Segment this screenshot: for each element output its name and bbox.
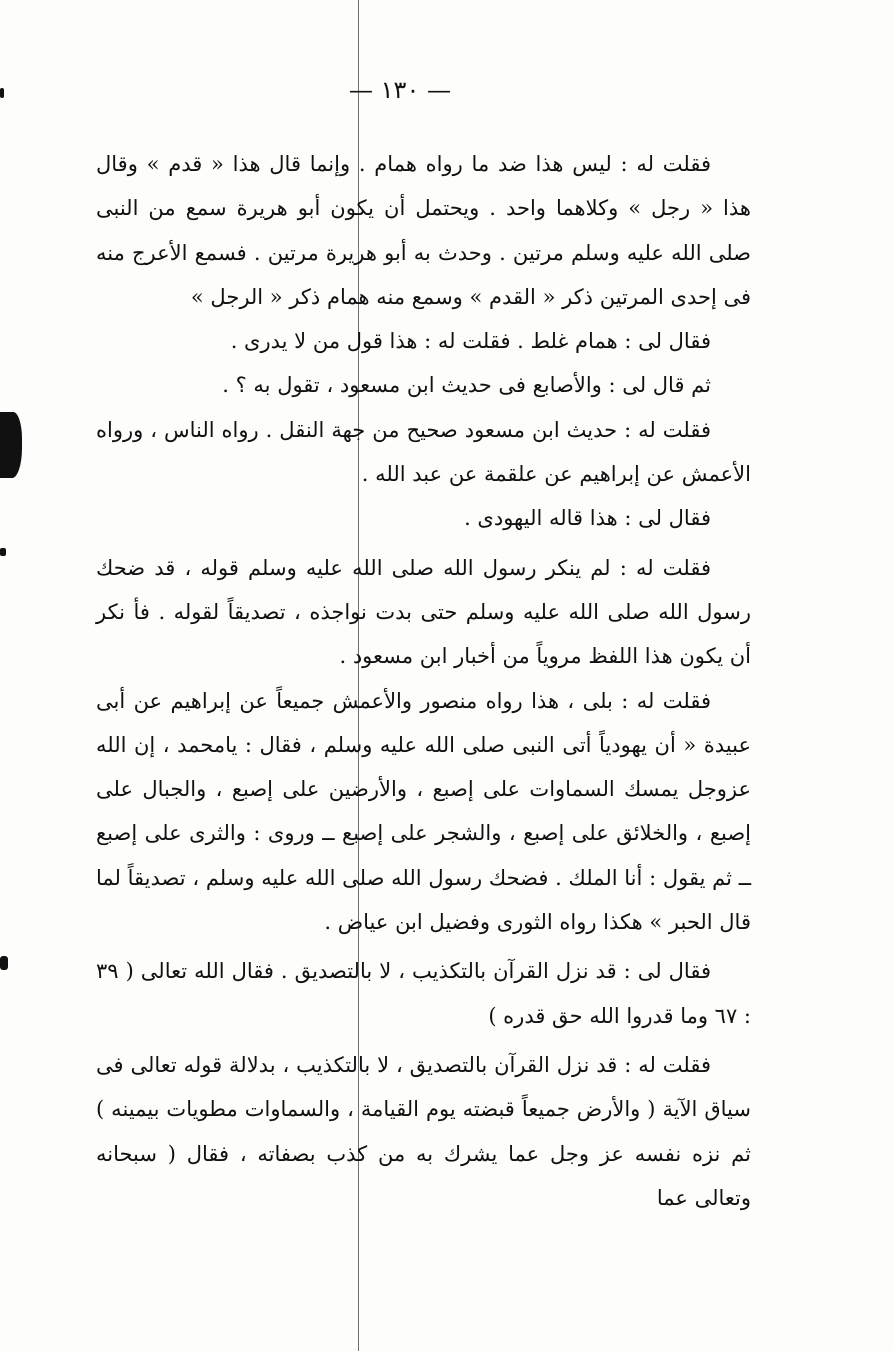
page-number: — ١٣٠ — — [349, 76, 451, 104]
edge-blot — [0, 412, 22, 478]
edge-speck-lower — [0, 956, 8, 970]
paragraph-6: فقلت له : لم ينكر رسول الله صلى الله عليه وسلم قوله ، قد ضحك رسول الله صلى الله عليه وسلم حتى بدت نواجذه ، تصديقاً لقوله . فأ نكر أن يكون هذا اللفظ مروياً من أخبار ابن مسعود . — [96, 555, 751, 669]
paragraph-3: ثم قال لى : والأصابع فى حديث ابن مسعود ، تقول به ؟ . — [222, 373, 711, 398]
paragraph-9: فقلت له : قد نزل القرآن بالتصديق ، لا بالتكذيب ، بدلالة قوله تعالى فى سياق الآية ( والأرض جميعاً قبضته يوم القيامة ، والسماوات مطويات بيمينه ) ثم نزه نفسه عز وجل عما يشرك به من كذب بصفاته ، فقال ( سبحانه وتعالى عما — [96, 1052, 751, 1210]
paragraph-7: فقلت له : بلى ، هذا رواه منصور والأعمش جميعاً عن إبراهيم عن أبى عبيدة « أن يهودياً أتى النبى صلى الله عليه وسلم ، فقال : يامحمد ، إن الله عزوجل يمسك السماوات على إصبع ، والأرضين على إصبع ، والجبال على إصبع ، والخلائق على إصبع ، والشجر على إصبع ــ وروى : والثرى على إصبع ــ ثم يقول : أنا الملك . فضحك رسول الله صلى الله عليه وسلم ، تصديقاً لما قال الحبر » هكذا رواه الثورى وفضيل ابن عياض . — [96, 688, 751, 935]
paragraph-2: فقال لى : همام غلط . فقلت له : هذا قول من لا يدرى . — [230, 329, 711, 354]
paragraph-4: فقلت له : حديث ابن مسعود صحيح من جهة النقل . رواه الناس ، ورواه الأعمش عن إبراهيم عن علقمة عن عبد الله . — [96, 417, 751, 487]
body-text — [96, 142, 751, 1220]
edge-speck-middle — [0, 548, 6, 556]
paragraph-8: فقال لى : قد نزل القرآن بالتكذيب ، لا بالتصديق . فقال الله تعالى ( ٣٩ : ٦٧ وما قدروا الله حق قدره ) — [96, 959, 751, 1028]
paragraph-5: فقال لى : هذا قاله اليهودى . — [464, 506, 711, 531]
paragraph-1: فقلت له : ليس هذا ضد ما رواه همام . وإنما قال هذا « قدم » وقال هذا « رجل » وكلاهما واحد . ويحتمل أن يكون أبو هريرة سمع من النبى صلى الله عليه وسلم مرتين . وحدث به أبو هريرة مرتين . فسمع الأعرج منه فى إحدى المرتين ذكر « القدم » وسمع منه همام ذكر « الرجل » — [96, 152, 751, 309]
